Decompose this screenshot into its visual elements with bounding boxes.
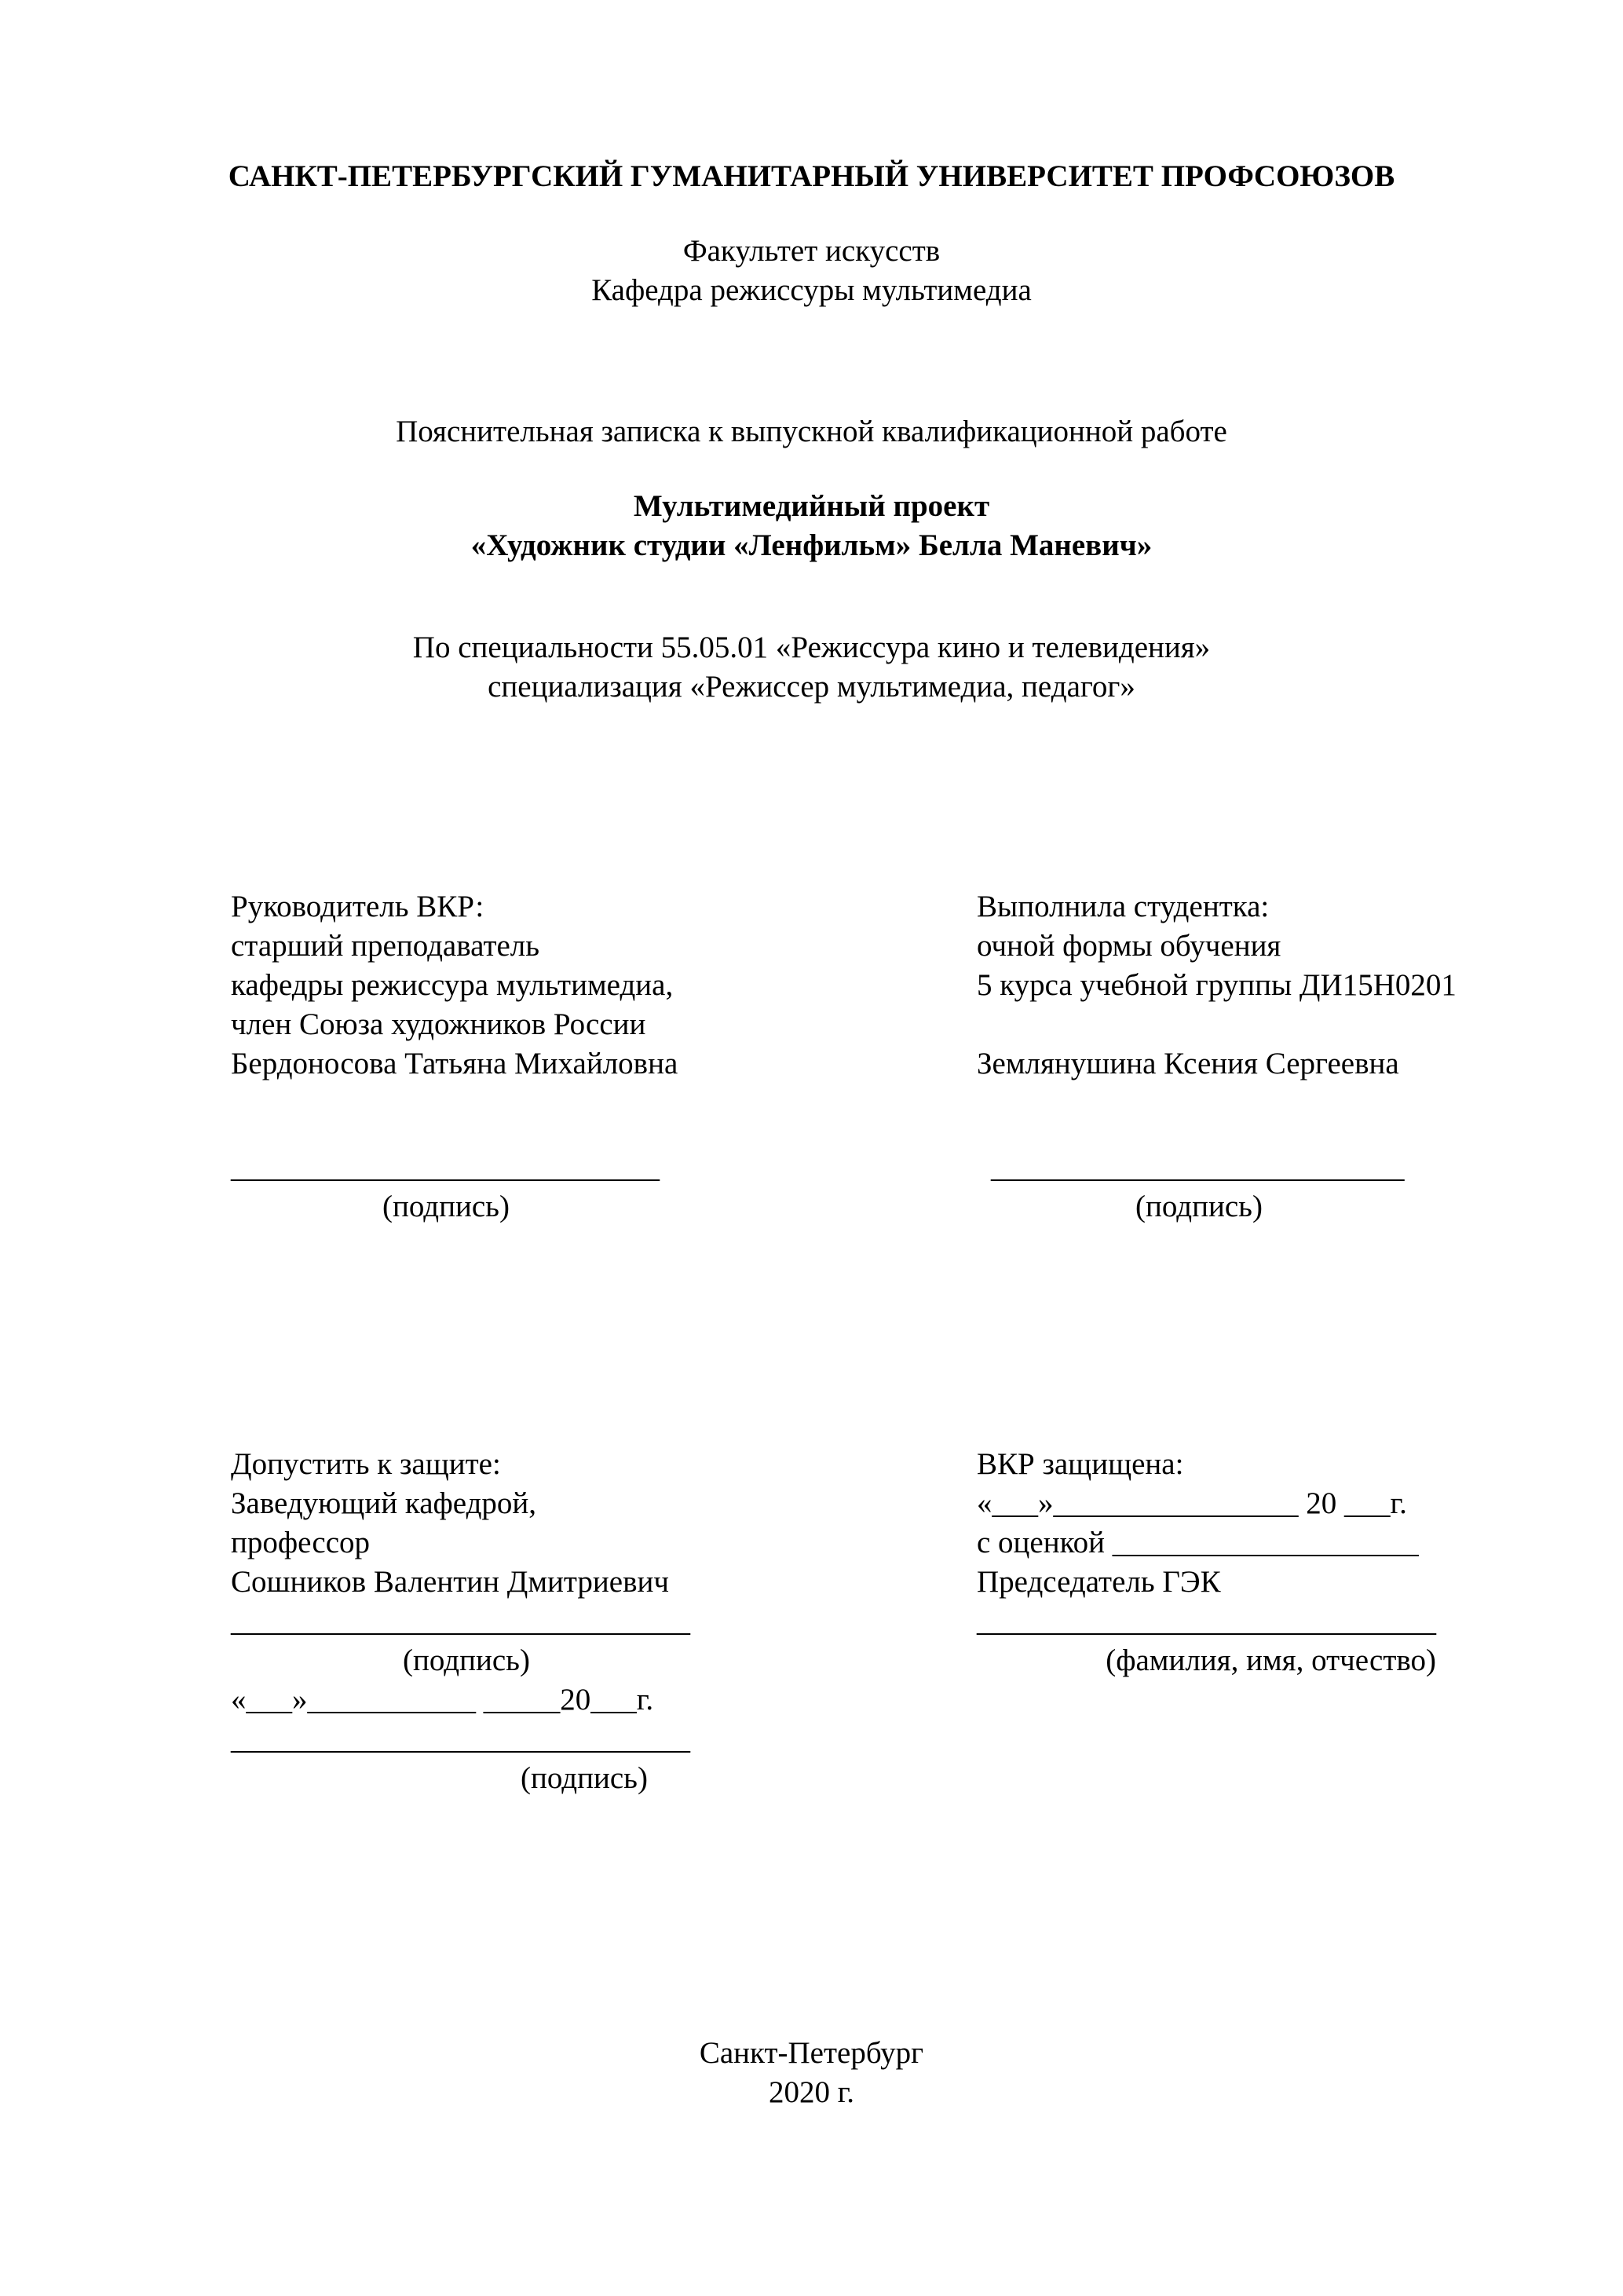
student-study-form: очной формы обучения xyxy=(977,929,1281,963)
admission-date-line: «___»___________ _____20___г. xyxy=(231,1683,654,1717)
supervisor-signature xyxy=(231,1148,661,1227)
student-name: Землянушина Ксения Сергеевна xyxy=(977,1047,1399,1080)
specialization-line: специализация «Режиссер мультимедиа, педагог» xyxy=(488,670,1135,704)
specialty-line: По специальности 55.05.01 «Режиссура кино и телевидения» xyxy=(412,631,1211,664)
student-block xyxy=(977,887,1511,1084)
supervisor-signature-line: ____________________________ xyxy=(231,1150,660,1184)
supervisor-position-3: член Союза художников России xyxy=(231,1007,646,1041)
admission-block xyxy=(231,1445,702,1798)
supervisor-signature-caption: (подпись) xyxy=(382,1190,510,1223)
student-group: 5 курса учебной группы ДИ15Н0201 xyxy=(977,968,1457,1002)
admission-permit-line: Допустить к защите: xyxy=(231,1447,501,1481)
admission-signature-line-1: ______________________________ xyxy=(231,1604,690,1638)
defense-grade-line: с оценкой ____________________ xyxy=(977,1526,1419,1559)
supervisor-role: Руководитель ВКР: xyxy=(231,890,484,923)
defense-name-line: ______________________________ xyxy=(977,1604,1436,1638)
defense-name-caption: (фамилия, имя, отчество) xyxy=(1106,1643,1436,1677)
student-signature-caption: (подпись) xyxy=(1135,1190,1263,1223)
defense-chair-line: Председатель ГЭК xyxy=(977,1565,1221,1599)
supervisor-position-1: старший преподаватель xyxy=(231,929,540,963)
admission-head-line: Заведующий кафедрой, xyxy=(231,1486,537,1520)
footer-year: 2020 г. xyxy=(768,2075,855,2109)
admission-head-name: Сошников Валентин Дмитриевич xyxy=(231,1565,670,1599)
explanatory-note-line: Пояснительная записка к выпускной квалификационной работе xyxy=(396,415,1227,448)
defense-date-line: «___»________________ 20 ___г. xyxy=(977,1486,1407,1520)
supervisor-block xyxy=(231,887,733,1084)
student-signature-line: ___________________________ xyxy=(991,1150,1405,1184)
student-role: Выполнила студентка: xyxy=(977,890,1270,923)
faculty-name: Факультет искусств xyxy=(682,234,941,268)
student-blank-line xyxy=(977,1005,1511,1044)
defense-block xyxy=(977,1445,1436,1680)
footer-city: Санкт-Петербург xyxy=(699,2036,924,2070)
admission-professor-line: профессор xyxy=(231,1526,371,1559)
department-name: Кафедра режиссуры мультимедиа xyxy=(591,273,1032,307)
admission-signature-caption-1: (подпись) xyxy=(403,1643,530,1677)
admission-signature-caption-2: (подпись) xyxy=(521,1761,648,1795)
project-title: «Художник студии «Ленфильм» Белла Маневич» xyxy=(470,528,1153,562)
university-name: САНКТ-ПЕТЕРБУРГСКИЙ ГУМАНИТАРНЫЙ УНИВЕРСИТЕТ ПРОФСОЮЗОВ xyxy=(228,159,1395,193)
supervisor-position-2: кафедры режиссура мультимедиа, xyxy=(231,968,674,1002)
project-type: Мультимедийный проект xyxy=(633,489,990,523)
defense-title: ВКР защищена: xyxy=(977,1447,1184,1481)
supervisor-name: Бердоносова Татьяна Михайловна xyxy=(231,1047,678,1080)
student-signature xyxy=(991,1148,1407,1227)
admission-signature-line-2: ______________________________ xyxy=(231,1722,690,1756)
